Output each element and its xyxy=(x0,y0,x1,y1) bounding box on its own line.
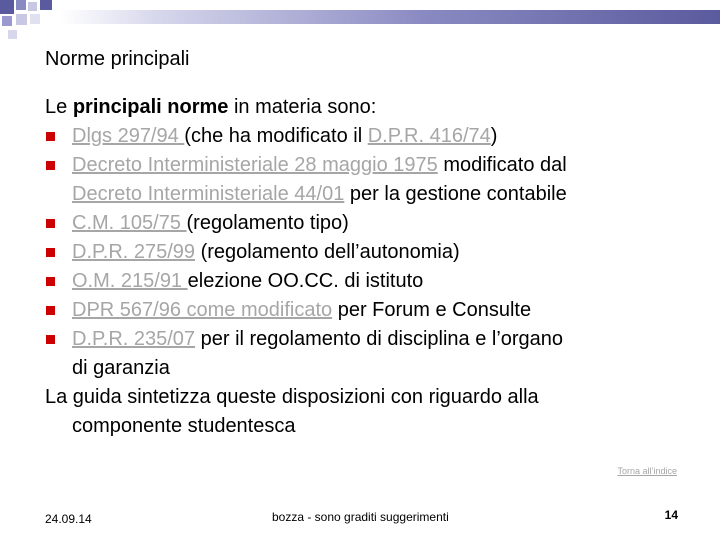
list-item-text: (regolamento tipo) xyxy=(186,212,349,234)
list-item-text: ) xyxy=(490,125,498,147)
link-decreto-44-01[interactable]: Decreto Interministeriale 44/01 xyxy=(72,183,345,205)
intro-line xyxy=(45,93,685,122)
list-item-text: per Forum e Consulte xyxy=(332,299,532,321)
list-item xyxy=(45,296,685,325)
footer-note: bozza - sono graditi suggerimenti xyxy=(272,510,449,524)
bullet-square-icon xyxy=(46,248,55,257)
corner-decoration xyxy=(0,0,60,44)
link-dpr-567-96[interactable]: DPR 567/96 come modificato xyxy=(72,299,333,321)
list-item-text: elezione OO.CC. di istituto xyxy=(187,270,424,292)
closing-text-continuation: componente studentesca xyxy=(72,415,296,437)
link-dpr-416-74[interactable]: D.P.R. 416/74 xyxy=(367,125,491,147)
link-dlgs-297-94[interactable]: Dlgs 297/94 xyxy=(72,125,185,147)
page-number: 14 xyxy=(664,508,678,522)
list-item-continuation xyxy=(45,180,685,209)
list-item xyxy=(45,122,685,151)
list-item xyxy=(45,238,685,267)
list-item xyxy=(45,209,685,238)
slide-body xyxy=(45,93,685,441)
list-item-continuation: di garanzia xyxy=(72,357,170,379)
list-item-text: (che ha modificato il xyxy=(184,125,368,147)
slide-title: Norme principali xyxy=(45,48,190,70)
list-item-text: per la gestione contabile xyxy=(344,183,567,205)
link-om-215-91[interactable]: O.M. 215/91 xyxy=(72,270,188,292)
bullet-square-icon xyxy=(46,306,55,315)
link-cm-105-75[interactable]: C.M. 105/75 xyxy=(72,212,187,234)
list-item-text: per il regolamento di disciplina e l’organo xyxy=(195,328,564,350)
intro-post: in materia sono: xyxy=(228,96,377,118)
link-dpr-275-99[interactable]: D.P.R. 275/99 xyxy=(72,241,196,263)
closing-text: La guida sintetizza queste disposizioni con riguardo alla xyxy=(45,386,539,408)
bullet-square-icon xyxy=(46,335,55,344)
list-item xyxy=(45,267,685,296)
footer-date: 24.09.14 xyxy=(45,512,92,526)
bullet-square-icon xyxy=(46,219,55,228)
list-item-text: modificato dal xyxy=(437,154,567,176)
bullet-square-icon xyxy=(46,132,55,141)
intro-bold: principali norme xyxy=(72,96,229,118)
intro-pre: Le xyxy=(45,96,73,118)
bullet-square-icon xyxy=(46,161,55,170)
list-item xyxy=(45,325,685,354)
bullet-square-icon xyxy=(46,277,55,286)
header-bar xyxy=(60,10,720,24)
link-dpr-235-07[interactable]: D.P.R. 235/07 xyxy=(72,328,196,350)
link-decreto-1975[interactable]: Decreto Interministeriale 28 maggio 1975 xyxy=(72,154,438,176)
list-item-text: (regolamento dell’autonomia) xyxy=(195,241,460,263)
back-to-index-link[interactable]: Torna all’indice xyxy=(617,466,677,476)
list-item xyxy=(45,151,685,180)
